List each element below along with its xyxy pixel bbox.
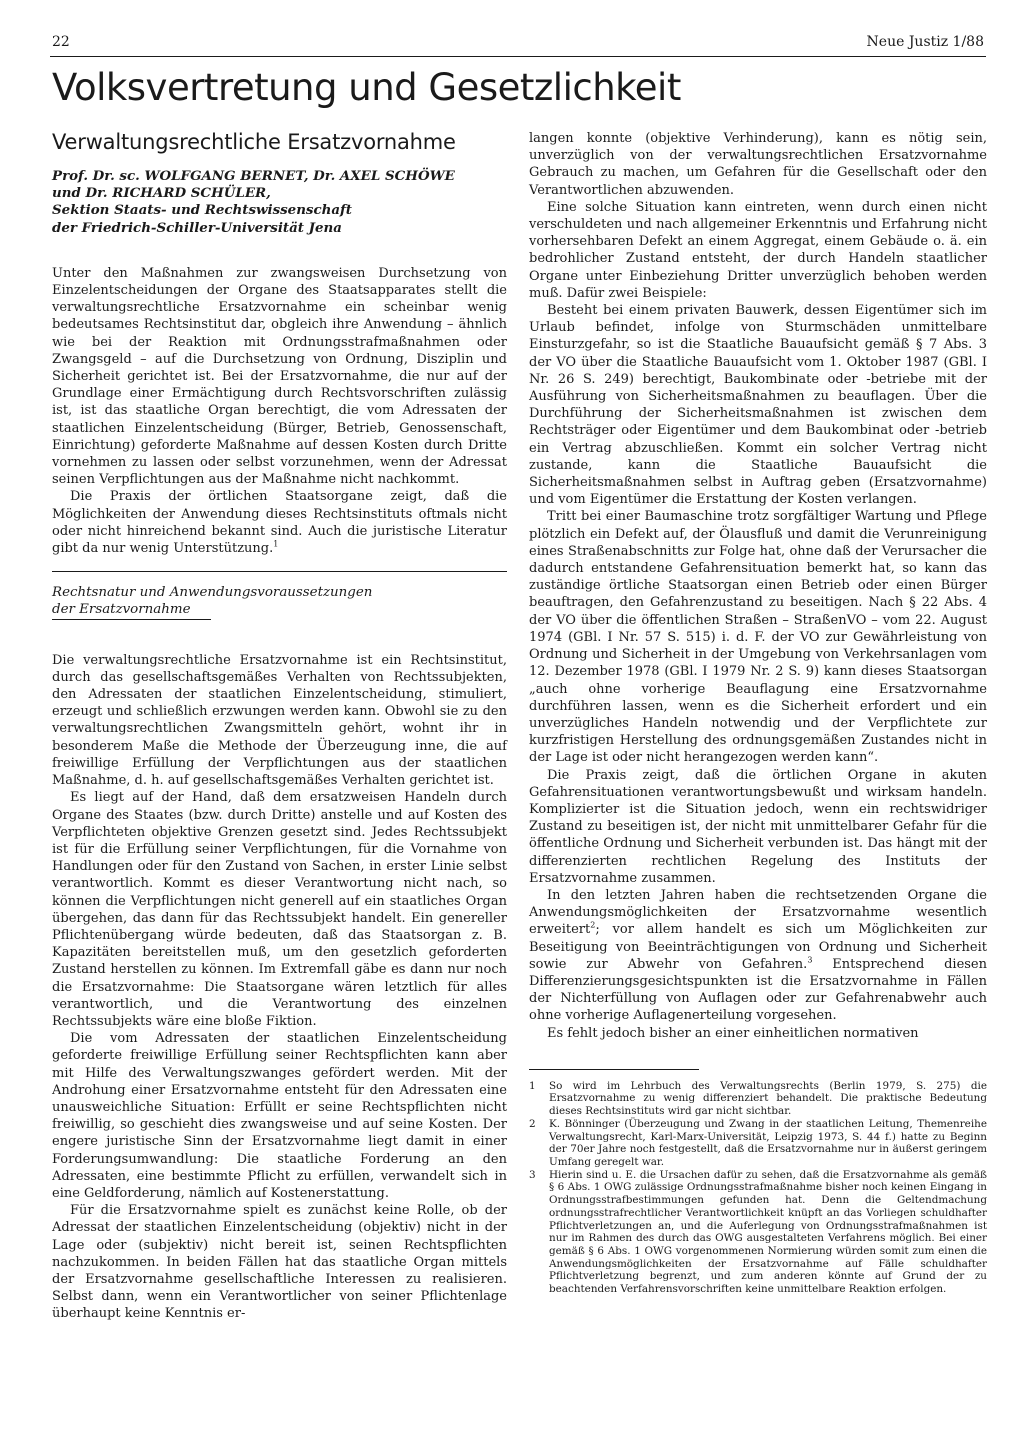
body-text-right — [529, 130, 987, 1042]
footnote-ref: 1 — [273, 539, 279, 549]
subheading-line: Rechtsnatur und Anwendungsvoraussetzungen — [52, 585, 373, 601]
paragraph: Besteht bei einem privaten Bauwerk, dessen Eigentümer sich im Urlaub befindet, infolge von Sturmschäden unmittelbare Einsturzgefahr, so ist die Staatliche Bauaufsicht gemäß § 7 Abs. 3 der VO über die Staatliche Bauaufsicht vom 1. Oktober 1987 (GBl. I Nr. 26 S. 249) berechtigt, Baukombinate oder -betriebe mit der Ausführung von Sicherheitsmaßnahmen zu beauflagen. Über die Durchführung der Sicherheitsmaßnahmen ist zwischen dem Rechtsträger oder Eigentümer und dem Baukombinat oder -betrieb ein Vertrag abzuschließen. Kommt ein solcher Vertrag nicht zustande, kann die Staatliche Bauaufsicht die Sicherheitsmaßnahmen selbst in Auftrag geben (Ersatzvornahme) und vom Eigentümer die Erstattung der Kosten verlangen. — [529, 303, 987, 508]
footnote — [529, 1169, 987, 1296]
paragraph: Es fehlt jedoch bisher an einer einheitlichen normativen — [547, 1025, 919, 1041]
footnote-text: K. Bönninger (Überzeugung und Zwang in der staatlichen Leitung, Themenreihe Verwaltungsrecht, Karl-Marx-Universität, Leipzig 1973, S. 44 f.) hatte zu Beginn der 70er Jahre noch festgestellt, daß die Ersatzvornahme nur in äußerst geringem Umfang geregelt war. — [549, 1117, 987, 1168]
page-number: 22 — [52, 34, 70, 50]
body-text-left — [52, 652, 507, 1323]
right-column — [529, 130, 987, 1296]
paragraph — [52, 488, 507, 557]
authors — [52, 168, 507, 237]
paragraph: Es liegt auf der Hand, daß dem ersatzweisen Handeln durch Organe des Staates (bzw. durch Dritte) anstelle und auf Kosten des Verpflichteten objektive Grenzen gesetzt sind. Jedes Rechtssubjekt ist für die Erfüllung seiner Verpflichtungen, für die Vornahme von Handlungen oder für den Zustand von Sachen, in erster Linie selbst verantwortlich. Kommt es dieser Verantwortung nicht nach, so können die Verpflichtungen nicht generell auf ein staatliches Organ übergehen, das dann für das Rechtssubjekt handelt. Ein genereller Pflichtenübergang würde bedeuten, daß das Staatsorgan z. B. Kapazitäten bereitstellen muß, um den gesetzlich geforderten Zustand herstellen zu können. Im Extremfall gäbe es dann nur noch die Ersatzvornahme: Die Staatsorgane wären letztlich für alles verantwortlich, und die Verantwortung des einzelnen Rechtssubjekts wäre eine bloße Fiktion. — [52, 790, 507, 1029]
subheading-line: der Ersatzvornahme — [52, 601, 211, 619]
author-line: und Dr. RICHARD SCHÜLER, — [52, 185, 271, 202]
footnote-number: 1 — [529, 1079, 536, 1092]
footnote-ref: 2 — [590, 921, 596, 931]
paragraph: Tritt bei einer Baumaschine trotz sorgfältiger Wartung und Pflege plötzlich ein Defekt auf, der Ölausfluß und damit die Verunreinigung eines Straßenabschnitts zur Folge hat, ohne daß der Verursacher die dadurch entstandene Gefahrensituation bemerkt hat, so kann das zuständige örtliche Staatsorgan einen Betrieb oder einen Bürger beauftragen, den Gefahrenzustand zu beseitigen. Nach § 22 Abs. 4 der VO über die öffentlichen Straßen – StraßenVO – vom 22. August 1974 (GBl. I Nr. 57 S. 515) i. d. F. der VO zur Gewährleistung von Ordnung und Sicherheit in der Umgebung von Verkehrsanlagen vom 12. Dezember 1978 (GBl. I 1979 Nr. 2 S. 9) kann dieses Staatsorgan „auch ohne vorherige Beauflagung eine Ersatzvornahme durchführen lassen, wenn es die Sicherheit erfordert und ein unverzügliches Handeln notwendig und der Verpflichtete zur kurzfristigen Herstellung des ordnungsgemäßen Zustandes nicht in der Lage ist oder nicht herangezogen werden kann“. — [529, 509, 987, 766]
footnote-ref: 3 — [807, 955, 813, 965]
paragraph-text: Entsprechend diesen Differenzierungsgesichtspunkten ist die Ersatzvornahme in Fällen der Nichterfüllung von Auflagen oder zur Gefahrenabwehr auch ohne vorherige Auflagenerteilung vorgesehen. — [529, 956, 987, 1024]
footnote-text: Hierin sind u. E. die Ursachen dafür zu sehen, daß die Ersatzvornahme als gemäß § 6 Abs. 1 OWG zulässige Ordnungsstrafmaßnahme bisher noch keinen Eingang in Ordnungsstrafbestimmungen gefunden hat. Denn die Geltendmachung ordnungsstrafrechtlicher Verantwortlichkeit knüpft an das Vorliegen schuldhafter Pflichtverletzungen an, und die Auferlegung von Ordnungsstrafmaßnahmen ist nur im Rahmen des durch das OWG ausgestalteten Verfahrens möglich. Bei einer gemäß § 6 Abs. 1 OWG vorgenommenen Normierung würden somit zum einen die Anwendungsmöglichkeiten der Ersatzvornahme auf Fälle schuldhafter Pflichtverletzung begrenzt, und zum anderen könnte auf Grund der zu beachtenden Verfahrensvorschriften keine unmittelbare Reaktion erfolgen. — [549, 1168, 987, 1296]
paragraph: Die Praxis zeigt, daß die örtlichen Organe in akuten Gefahrensituationen verantwortungsbewußt und wirksam handeln. Komplizierter ist die Situation jedoch, wenn ein rechtswidriger Zustand zu beseitigen ist, der nicht mit unmittelbarer Gefahr für die öffentliche Ordnung und Sicherheit verbunden ist. Das hängt mit der differenzierten rechtlichen Regelung des Instituts der Ersatzvornahme zusammen. — [529, 767, 987, 886]
intro-text — [52, 265, 507, 557]
paragraph-text: Die Praxis der örtlichen Staatsorgane zeigt, daß die Möglichkeiten der Anwendung dieses Rechtsinstituts oftmals nicht oder nicht hinreichend bekannt sind. Auch die juristische Literatur gibt da nur wenig Unterstützung. — [52, 489, 507, 557]
paragraph: Die vom Adressaten der staatlichen Einzelentscheidung geforderte freiwillige Erfüllung seiner Rechtspflichten kann aber mit Hilfe des Verwaltungszwanges gefördert werden. Mit der Androhung einer Ersatzvornahme entsteht für den Adressaten eine unausweichliche Situation: Erfüllt er seine Rechtspflichten nicht freiwillig, so geschieht dies zwangsweise und auf seine Kosten. Der engere juristische Sinn der Ersatzvornahme liegt damit in einer Forderungsumwandlung: Die staatliche Forderung an den Adressaten, eine bestimmte Pflicht zu erfüllen, verwandelt sich in eine Geldforderung, nämlich auf Kostenerstattung. — [52, 1031, 507, 1201]
article-title: Verwaltungsrechtliche Ersatzvornahme — [52, 130, 456, 154]
footnote-rule — [529, 1069, 699, 1070]
subheading — [52, 571, 507, 619]
paragraph: Eine solche Situation kann eintreten, wenn durch einen nicht verschuldeten und nach allgemeiner Erkenntnis und Erfahrung nicht vorhersehbaren Defekt an einem Aggregat, einem Gebäude o. ä. ein bedrohlicher Zustand entsteht, der durch Handeln staatlicher Organe unter Einbeziehung Dritter unverzüglich behoben werden muß. Dafür zwei Beispiele: — [529, 199, 987, 301]
paragraph: langen konnte (objektive Verhinderung), kann es nötig sein, unverzüglich von der verwaltungsrechtlichen Ersatzvornahme Gebrauch zu machen, um Gefahren für die Gesellschaft oder den Verantwortlichen abzuwenden. — [529, 131, 987, 198]
footnote — [529, 1118, 987, 1169]
journal-name: Neue Justiz 1/88 — [866, 34, 984, 50]
paragraph-text: ; vor allem handelt es sich um Möglichkeiten zur Beseitigung von Beeinträchtigungen von Ordnung und Sicherheit sowie zur Abwehr von Gefahren. — [529, 922, 987, 972]
paragraph-text: In den letzten Jahren haben die rechtsetzenden Organe die Anwendungsmöglichkeiten der Ersatzvornahme wesentlich erweitert — [529, 887, 987, 938]
author-line: der Friedrich-Schiller-Universität Jena — [52, 219, 342, 236]
section-title: Volksvertretung und Gesetzlichkeit — [52, 66, 681, 109]
footnote-text: So wird im Lehrbuch des Verwaltungsrechts (Berlin 1979, S. 275) die Ersatzvornahme zu wenig differenziert behandelt. Die praktische Bedeutung dieses Rechtsinstituts wird gar nicht sichtbar. — [549, 1079, 987, 1118]
header-rule — [50, 56, 986, 57]
paragraph: Unter den Maßnahmen zur zwangsweisen Durchsetzung von Einzelentscheidungen der Organe des Staatsapparates stellt die verwaltungsrechtliche Ersatzvornahme ein scheinbar wenig bedeutsames Rechtsinstitut dar, obgleich ihre Anwendung – ähnlich wie bei der Reaktion mit Ordnungsstrafmaßnahmen oder Zwangsgeld – auf die Durchsetzung von Ordnung, Disziplin und Sicherheit gerichtet ist. Bei der Ersatzvornahme, die nur auf der Grundlage einer Ermächtigung durch Rechtsvorschriften zulässig ist, ist das staatliche Organ berechtigt, die vom Adressaten der staatlichen Einzelentscheidung (Bürger, Betrieb, Genossenschaft, Einrichtung) geforderte Maßnahme auf dessen Kosten durch Dritte vornehmen zu lassen oder selbst vorzunehmen, wenn der Adressat seinen Verpflichtungen aus der Maßnahme nicht nachkommt. — [52, 265, 507, 488]
paragraph: Für die Ersatzvornahme spielt es zunächst keine Rolle, ob der Adressat der staatlichen Einzelentscheidung (objektiv) nicht in der Lage oder (subjektiv) nicht bereit ist, seinen Rechtspflichten nachzukommen. In beiden Fällen hat das staatliche Organ mittels der Ersatzvornahme gesellschaftliche Interessen zu realisieren. Selbst dann, wenn ein Verantwortlicher von seiner Pflichtenlage überhaupt keine Kenntnis er- — [52, 1203, 507, 1322]
footnote — [529, 1080, 987, 1118]
footnote-number: 3 — [529, 1168, 536, 1181]
paragraph — [529, 887, 987, 1025]
author-line: Sektion Staats- und Rechtswissenschaft — [52, 202, 352, 219]
paragraph: Die verwaltungsrechtliche Ersatzvornahme ist ein Rechtsinstitut, durch das gesellschaftsgemäßes Verhalten von Rechtssubjekten, den Adressaten der staatlichen Einzelentscheidung, stimuliert, erzeugt und schließlich erzwungen werden kann. Obwohl sie zu den verwaltungsrechtlichen Zwangsmitteln gehört, wohnt ihr in besonderem Maße die Methode der Überzeugung inne, die auf freiwillige Erfüllung der Verpflichtungen aus der staatlichen Maßnahme, d. h. auf gesellschaftsgemäßes Verhalten gerichtet ist. — [52, 652, 507, 789]
author-line: Prof. Dr. sc. WOLFGANG BERNET, Dr. AXEL SCHÖWE — [52, 168, 455, 184]
footnotes — [529, 1080, 987, 1296]
left-column — [52, 130, 507, 1323]
footnote-number: 2 — [529, 1117, 536, 1130]
